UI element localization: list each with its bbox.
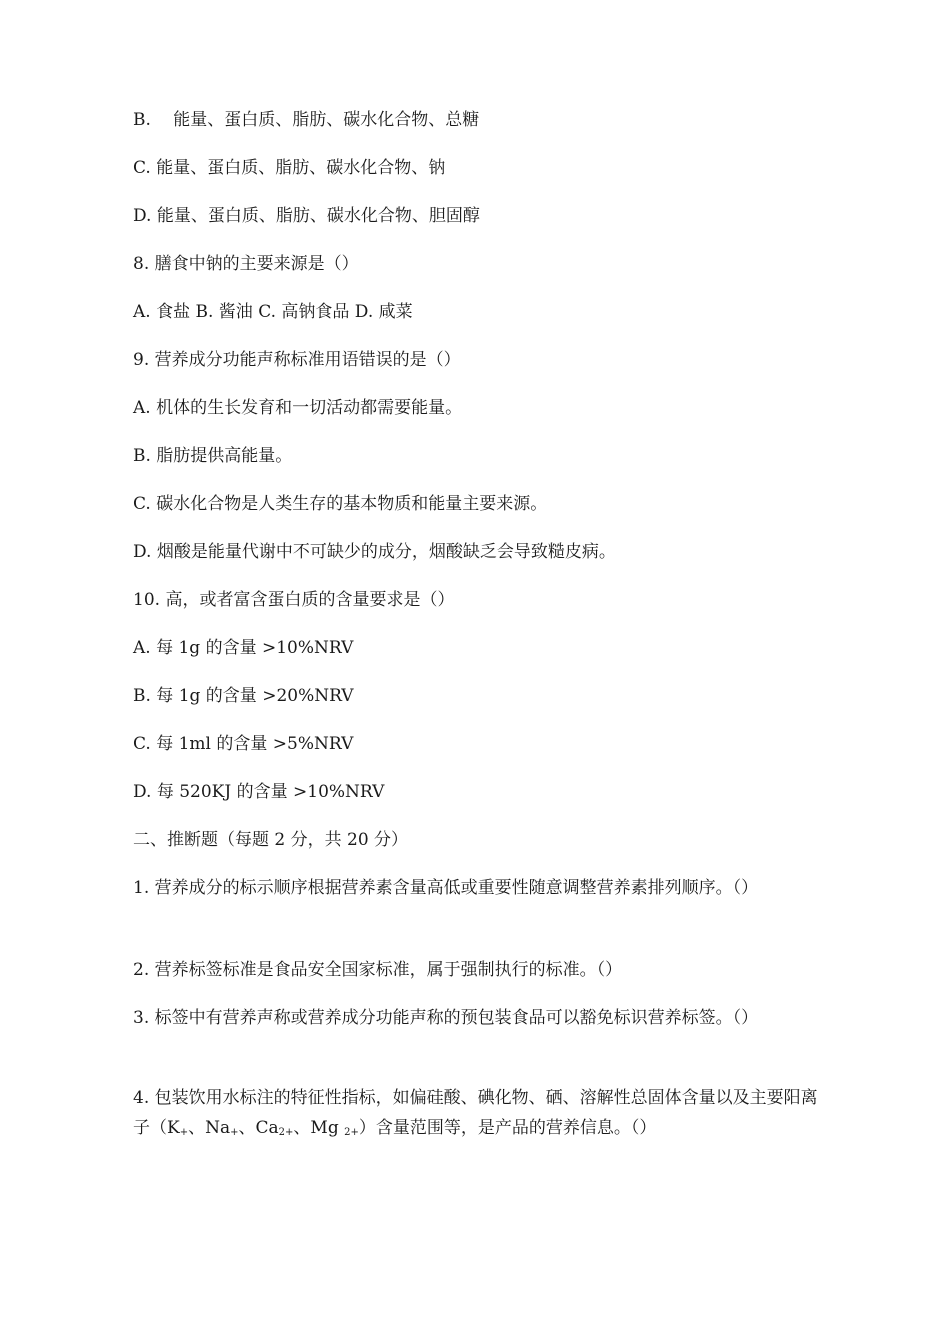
option-10a: A. 每 1g 的含量 >10%NRV: [133, 638, 354, 658]
option-7c: C. 能量、蛋白质、脂肪、碳水化合物、钠: [133, 158, 446, 178]
option-9b: B. 脂肪提供高能量。: [133, 446, 293, 466]
q4-k-charge: +: [179, 1127, 189, 1138]
q4-text-1: 4. 包装饮用水标注的特征性指标，如偏硅酸、碘化物、硒、溶解性总固体含量以及主要阳离子（K: [133, 1088, 818, 1138]
option-9c: C. 碳水化合物是人类生存的基本物质和能量主要来源。: [133, 494, 548, 514]
question-10: 10. 高，或者富含蛋白质的含量要求是（）: [133, 590, 455, 610]
option-10b: B. 每 1g 的含量 >20%NRV: [133, 686, 354, 706]
option-9a: A. 机体的生长发育和一切活动都需要能量。: [133, 398, 463, 418]
question-9: 9. 营养成分功能声称标准用语错误的是（）: [133, 350, 461, 370]
option-10c: C. 每 1ml 的含量 >5%NRV: [133, 734, 354, 754]
q4-text-4: 、Mg: [293, 1118, 345, 1138]
option-7b: B. 能量、蛋白质、脂肪、碳水化合物、总糖: [133, 110, 480, 130]
q4-ca-charge: 2+: [278, 1127, 294, 1138]
option-9d: D. 烟酸是能量代谢中不可缺少的成分，烟酸缺乏会导致糙皮病。: [133, 542, 616, 562]
options-8: A. 食盐 B. 酱油 C. 高钠食品 D. 咸菜: [133, 302, 413, 322]
option-7d: D. 能量、蛋白质、脂肪、碳水化合物、胆固醇: [133, 206, 480, 226]
q4-text-3: 、Ca: [238, 1118, 279, 1138]
q4-mg-charge: 2+: [344, 1127, 359, 1138]
q4-text-5: ）含量范围等，是产品的营养信息。（）: [358, 1118, 657, 1138]
section-heading-judgement: 二、推断题（每题 2 分，共 20 分）: [133, 830, 409, 850]
question-8: 8. 膳食中钠的主要来源是（）: [133, 254, 359, 274]
q4-na-charge: +: [230, 1127, 239, 1138]
judgement-question-2: 2. 营养标签标准是食品安全国家标准，属于强制执行的标准。（）: [133, 960, 623, 980]
judgement-question-4: [133, 1083, 823, 1148]
option-10d: D. 每 520KJ 的含量 >10%NRV: [133, 782, 385, 802]
judgement-question-3: 3. 标签中有营养声称或营养成分功能声称的预包装食品可以豁免标识营养标签。（）: [133, 1008, 759, 1028]
judgement-question-1: 1. 营养成分的标示顺序根据营养素含量高低或重要性随意调整营养素排列顺序。（）: [133, 878, 759, 898]
q4-text-2: 、Na: [188, 1118, 231, 1138]
